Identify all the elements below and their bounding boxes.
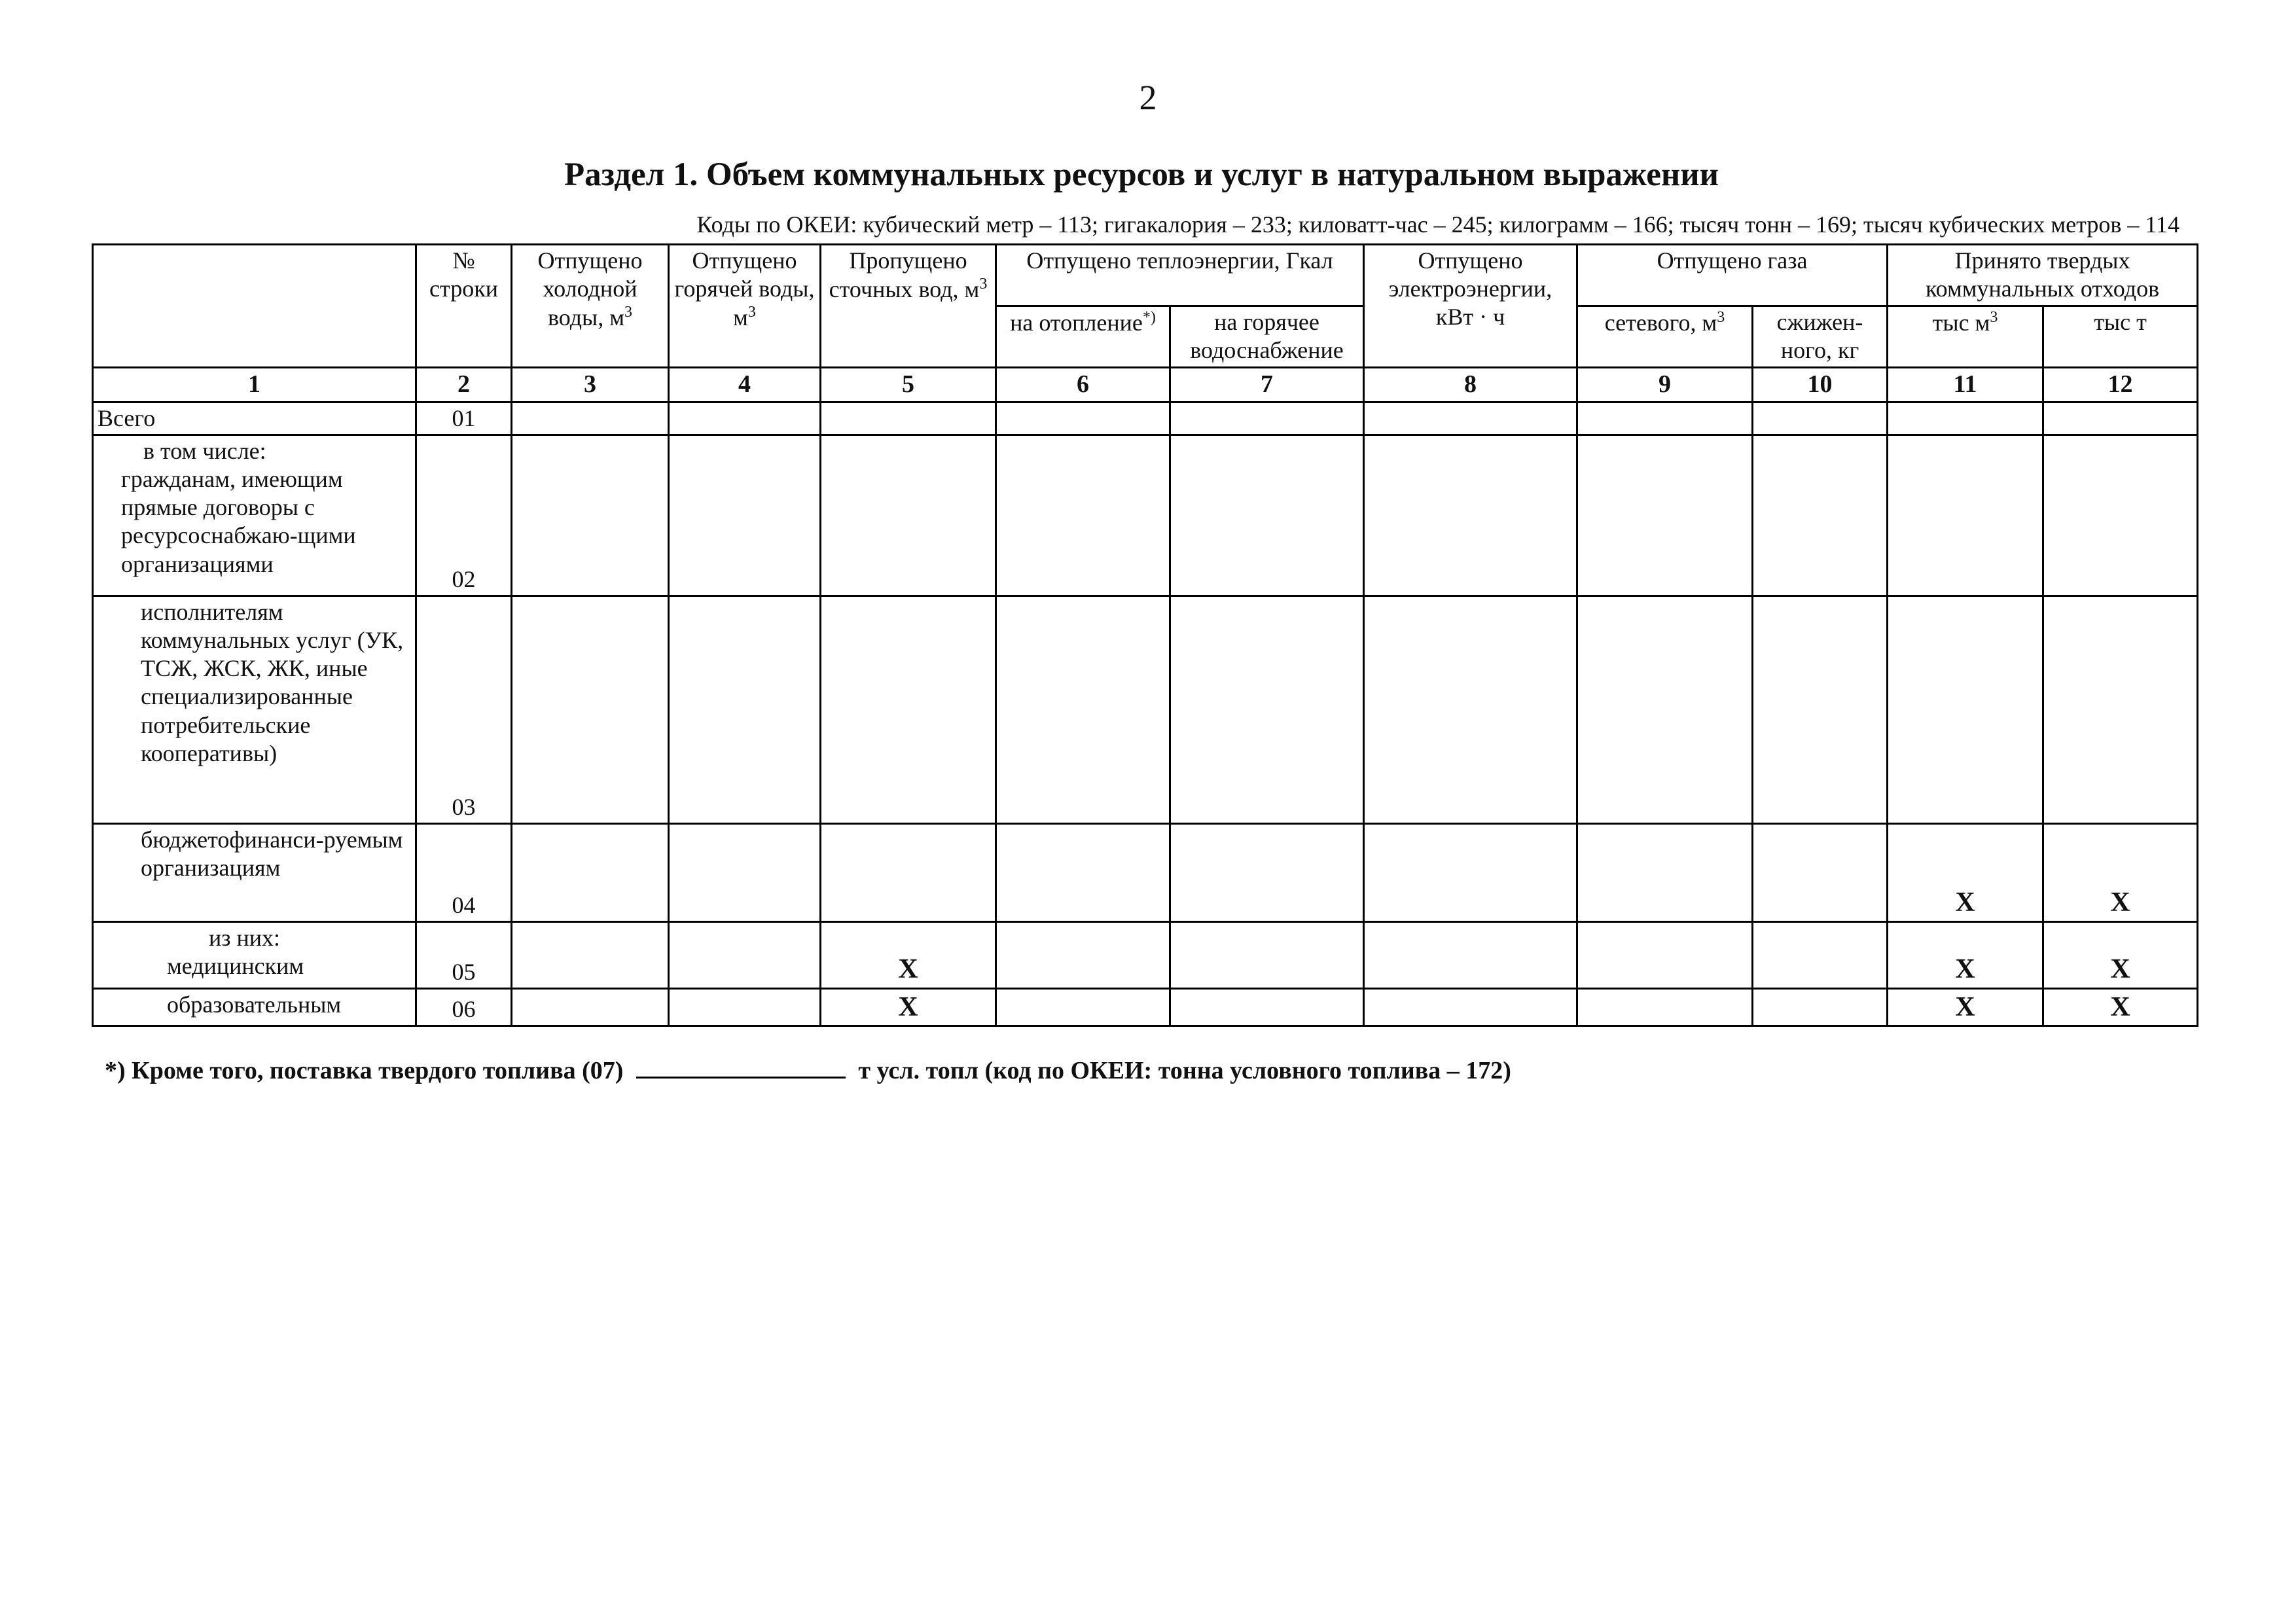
excluded-cell-mark: X	[821, 921, 996, 988]
header-heat-hot-water: на горячее водоснабжение	[1170, 306, 1364, 368]
data-cell[interactable]	[669, 823, 821, 921]
row-label-text: образовательным	[167, 991, 342, 1018]
data-cell[interactable]	[996, 596, 1170, 823]
data-cell[interactable]	[1753, 596, 1888, 823]
data-cell[interactable]	[512, 402, 669, 435]
table-row	[93, 596, 2198, 823]
excluded-cell-mark: X	[1888, 823, 2043, 921]
data-cell[interactable]	[669, 596, 821, 823]
excluded-cell-mark: X	[2043, 988, 2198, 1026]
row-code: 03	[416, 596, 512, 823]
data-cell[interactable]	[2043, 435, 2198, 596]
data-cell[interactable]	[1577, 921, 1753, 988]
report-table	[92, 243, 2198, 1027]
data-cell[interactable]	[996, 435, 1170, 596]
row-code: 06	[416, 988, 512, 1026]
data-cell[interactable]	[512, 596, 669, 823]
data-cell[interactable]	[1753, 435, 1888, 596]
data-cell[interactable]	[669, 988, 821, 1026]
data-cell[interactable]	[512, 988, 669, 1026]
data-cell[interactable]	[1364, 988, 1577, 1026]
table-row	[93, 921, 2198, 988]
footnote	[105, 1056, 1511, 1085]
data-cell[interactable]	[821, 402, 996, 435]
excluded-cell-mark: X	[821, 988, 996, 1026]
data-cell[interactable]	[1888, 435, 2043, 596]
data-cell[interactable]	[1753, 988, 1888, 1026]
table-row	[93, 988, 2198, 1026]
header-cold-water: Отпущено холодной воды, $м^3$	[512, 245, 669, 368]
data-cell[interactable]	[512, 823, 669, 921]
column-numbers-row	[93, 368, 2198, 402]
column-number: 1	[93, 368, 416, 402]
header-hot-water: Отпущено горячей воды, $м^3$	[669, 245, 821, 368]
header-gas: Отпущено газа	[1577, 245, 1888, 306]
column-number: 6	[996, 368, 1170, 402]
data-cell[interactable]	[2043, 402, 2198, 435]
footnote-prefix: *) Кроме того, поставка твердого топлива (07)	[105, 1057, 624, 1084]
row-label-lead: в том числе:	[143, 437, 266, 464]
row-code: 05	[416, 921, 512, 988]
section-title: Раздел 1. Объем коммунальных ресурсов и услуг в натуральном выражении	[564, 156, 1719, 193]
data-cell[interactable]	[1753, 921, 1888, 988]
data-cell[interactable]	[669, 402, 821, 435]
row-code: 04	[416, 823, 512, 921]
data-cell[interactable]	[996, 921, 1170, 988]
header-row-1	[93, 245, 2198, 306]
data-cell[interactable]	[1577, 402, 1753, 435]
row-label-text: гражданам, имеющим прямые договоры с ресурсоснабжаю-щими организациями	[121, 465, 356, 577]
row-label	[93, 435, 416, 596]
header-row-no: № строки	[416, 245, 512, 368]
data-cell[interactable]	[1577, 435, 1753, 596]
data-cell[interactable]	[1364, 921, 1577, 988]
data-cell[interactable]	[1364, 435, 1577, 596]
header-waste-t: тыс т	[2043, 306, 2198, 368]
data-cell[interactable]	[1577, 596, 1753, 823]
header-wastewater: Пропущено сточных вод, $м^3$	[821, 245, 996, 368]
header-solid-waste: Принято твердых коммунальных отходов	[1888, 245, 2198, 306]
data-cell[interactable]	[1170, 988, 1364, 1026]
column-number: 7	[1170, 368, 1364, 402]
data-cell[interactable]	[512, 435, 669, 596]
data-cell[interactable]	[1577, 823, 1753, 921]
data-cell[interactable]	[1364, 823, 1577, 921]
header-heat: Отпущено теплоэнергии, Гкал	[996, 245, 1364, 306]
row-code: 02	[416, 435, 512, 596]
data-cell[interactable]	[1364, 402, 1577, 435]
data-cell[interactable]	[2043, 596, 2198, 823]
data-cell[interactable]	[1170, 596, 1364, 823]
data-cell[interactable]	[512, 921, 669, 988]
data-cell[interactable]	[1753, 402, 1888, 435]
solid-fuel-input-line[interactable]	[636, 1057, 846, 1079]
excluded-cell-mark: X	[2043, 823, 2198, 921]
footnote-suffix: т усл. топл (код по ОКЕИ: тонна условного топлива – 172)	[858, 1057, 1511, 1084]
row-label	[93, 596, 416, 823]
header-waste-m3: тыс $м^3$	[1888, 306, 2043, 368]
table-row	[93, 402, 2198, 435]
data-cell[interactable]	[996, 823, 1170, 921]
row-label-lead: из них:	[209, 924, 281, 951]
column-number: 10	[1753, 368, 1888, 402]
column-number: 2	[416, 368, 512, 402]
data-cell[interactable]	[1170, 402, 1364, 435]
data-cell[interactable]	[821, 823, 996, 921]
table-row	[93, 435, 2198, 596]
data-cell[interactable]	[996, 402, 1170, 435]
row-label	[93, 921, 416, 988]
column-number: 11	[1888, 368, 2043, 402]
column-number: 12	[2043, 368, 2198, 402]
row-label-text: медицинским	[167, 952, 304, 979]
header-heat-heating: на отопление*)	[996, 306, 1170, 368]
table-row	[93, 823, 2198, 921]
column-number: 5	[821, 368, 996, 402]
data-cell[interactable]	[1888, 402, 2043, 435]
header-gas-network: сетевого, $м^3$	[1577, 306, 1753, 368]
excluded-cell-mark: X	[1888, 988, 2043, 1026]
data-cell[interactable]	[1364, 596, 1577, 823]
data-cell[interactable]	[669, 921, 821, 988]
excluded-cell-mark: X	[1888, 921, 2043, 988]
data-cell[interactable]	[996, 988, 1170, 1026]
column-number: 9	[1577, 368, 1753, 402]
row-label: Всего	[93, 402, 416, 435]
column-number: 4	[669, 368, 821, 402]
header-electricity: Отпущено электроэнергии, кВт · ч	[1364, 245, 1577, 368]
header-empty-cell	[93, 245, 416, 368]
column-number: 3	[512, 368, 669, 402]
data-cell[interactable]	[1753, 823, 1888, 921]
excluded-cell-mark: X	[2043, 921, 2198, 988]
column-number: 8	[1364, 368, 1577, 402]
row-label	[93, 988, 416, 1026]
row-label-text: исполнителям коммунальных услуг (УК, ТСЖ, ЖСК, ЖК, иные специализированные потребительские кооперативы)	[141, 598, 404, 766]
data-cell[interactable]	[1170, 435, 1364, 596]
data-cell[interactable]	[1888, 596, 2043, 823]
row-code: 01	[416, 402, 512, 435]
header-gas-liquefied: сжижен-ного, кг	[1753, 306, 1888, 368]
data-cell[interactable]	[1170, 921, 1364, 988]
data-cell[interactable]	[1577, 988, 1753, 1026]
data-cell[interactable]	[821, 435, 996, 596]
row-label	[93, 823, 416, 921]
data-cell[interactable]	[821, 596, 996, 823]
row-label-text: бюджетофинанси-руемым организациям	[141, 826, 403, 881]
data-cell[interactable]	[1170, 823, 1364, 921]
data-cell[interactable]	[669, 435, 821, 596]
okei-codes: Коды по ОКЕИ: кубический метр – 113; гигакалория – 233; киловатт-час – 245; килограмм – 166; тысяч тонн – 169; тысяч кубических метров – 114	[696, 211, 2179, 238]
page-number: 2	[1139, 78, 1157, 117]
